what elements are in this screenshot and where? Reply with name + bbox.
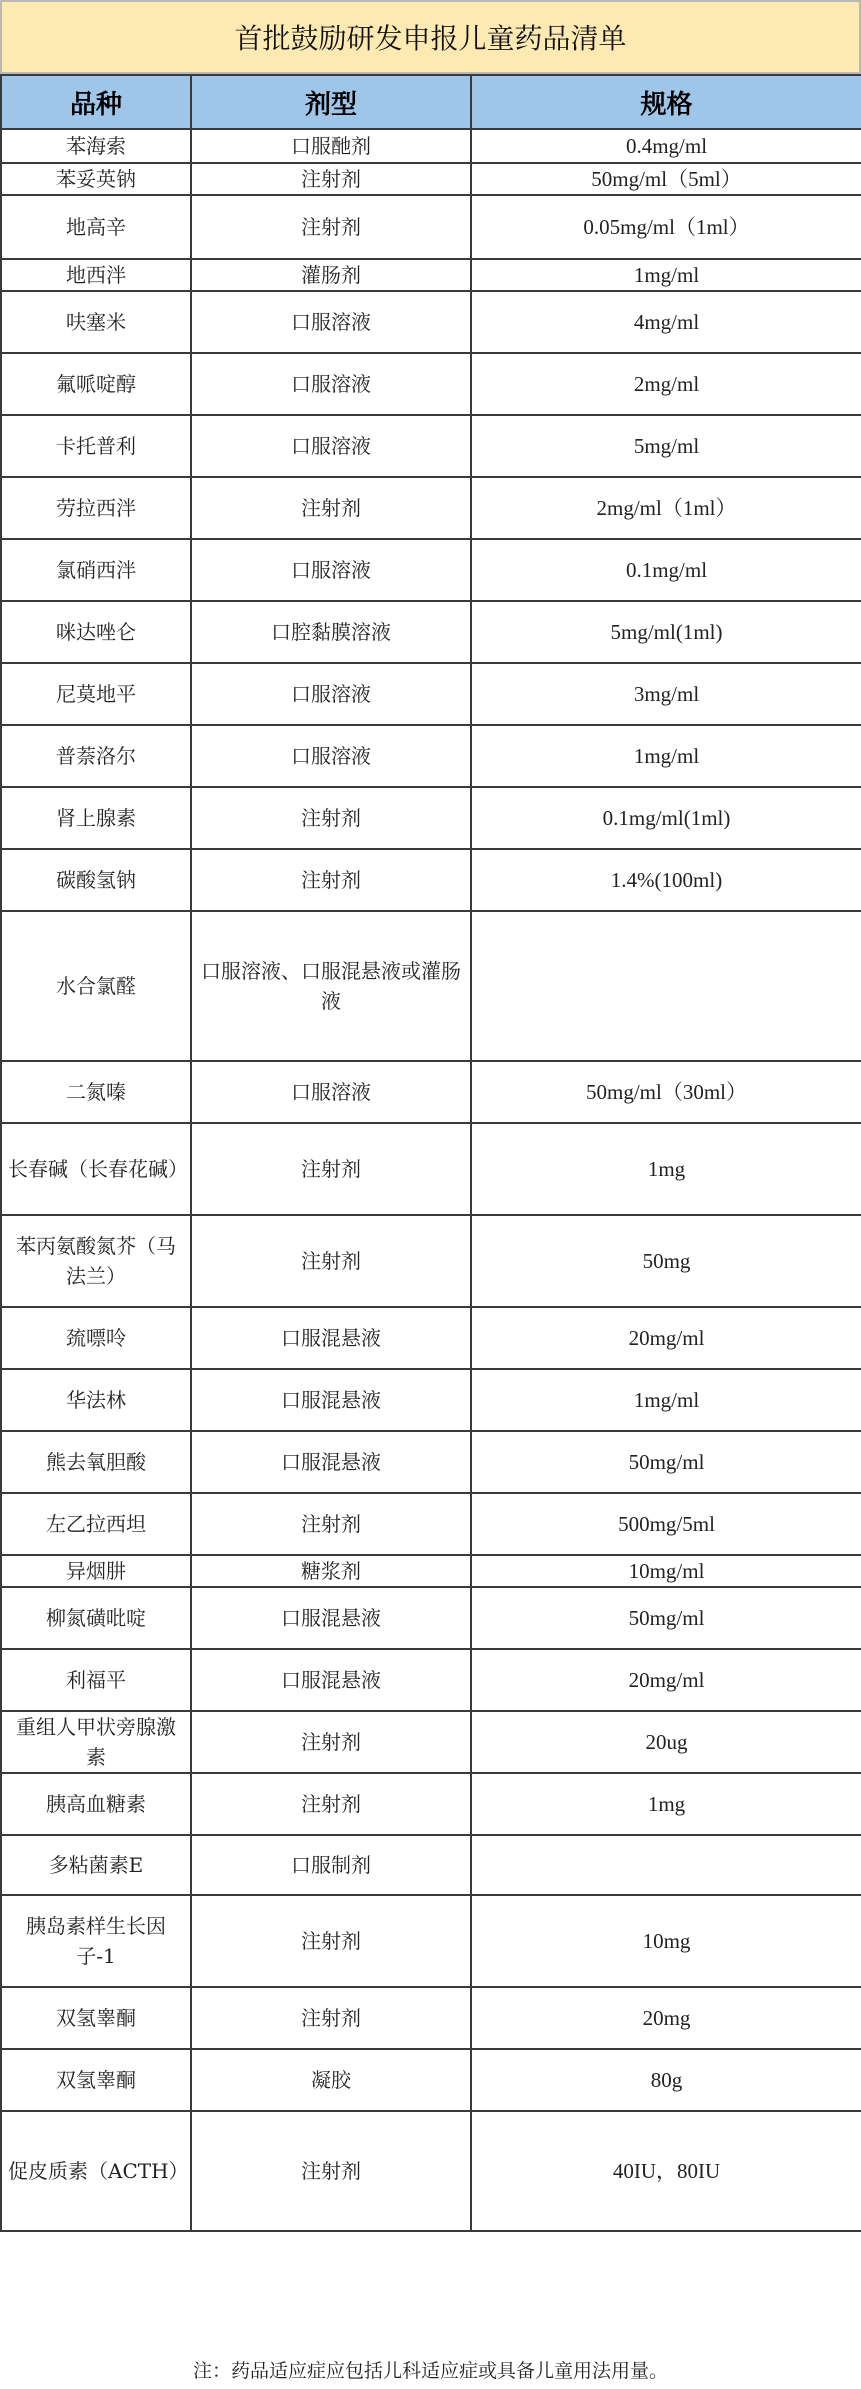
cell-dosage-form: 口腔黏膜溶液 [191,601,471,663]
cell-specification: 50mg/ml [471,1431,861,1493]
cell-specification: 2mg/ml（1ml） [471,477,861,539]
table-row [1,849,861,911]
cell-dosage-form: 口服混悬液 [191,1649,471,1711]
cell-variety: 促皮质素（ACTH） [1,2111,191,2231]
cell-specification: 5mg/ml(1ml) [471,601,861,663]
cell-specification: 50mg/ml [471,1587,861,1649]
cell-variety: 异烟肼 [1,1555,191,1587]
drug-list-table [0,74,861,2232]
cell-variety: 重组人甲状旁腺激素 [1,1711,191,1773]
table-row [1,163,861,195]
cell-variety: 巯嘌呤 [1,1307,191,1369]
cell-variety: 柳氮磺吡啶 [1,1587,191,1649]
table-row [1,415,861,477]
cell-variety: 尼莫地平 [1,663,191,725]
cell-dosage-form: 注射剂 [191,477,471,539]
cell-variety: 双氢睾酮 [1,2049,191,2111]
cell-variety: 苯妥英钠 [1,163,191,195]
cell-dosage-form: 注射剂 [191,1215,471,1307]
cell-specification: 1mg/ml [471,259,861,291]
cell-variety: 碳酸氢钠 [1,849,191,911]
header-row [1,75,861,129]
cell-variety: 多粘菌素E [1,1835,191,1895]
cell-variety: 长春碱（长春花碱） [1,1123,191,1215]
table-row [1,1987,861,2049]
cell-dosage-form: 口服混悬液 [191,1307,471,1369]
cell-dosage-form: 口服混悬液 [191,1587,471,1649]
cell-dosage-form: 注射剂 [191,1123,471,1215]
cell-variety: 咪达唑仑 [1,601,191,663]
cell-variety: 熊去氧胆酸 [1,1431,191,1493]
table-row [1,1215,861,1307]
cell-dosage-form: 灌肠剂 [191,259,471,291]
cell-dosage-form: 口服混悬液 [191,1369,471,1431]
table-row [1,601,861,663]
table-row [1,1773,861,1835]
table-row [1,1123,861,1215]
cell-dosage-form: 口服溶液 [191,539,471,601]
table-row [1,1493,861,1555]
table-row [1,259,861,291]
cell-variety: 劳拉西泮 [1,477,191,539]
cell-dosage-form: 口服溶液 [191,291,471,353]
cell-dosage-form: 凝胶 [191,2049,471,2111]
cell-specification: 0.4mg/ml [471,129,861,163]
cell-variety: 二氮嗪 [1,1061,191,1123]
cell-specification: 50mg/ml（5ml） [471,163,861,195]
cell-specification: 1mg [471,1773,861,1835]
cell-variety: 利福平 [1,1649,191,1711]
cell-specification: 500mg/5ml [471,1493,861,1555]
cell-specification: 1mg [471,1123,861,1215]
page-title: 首批鼓励研发申报儿童药品清单 [0,0,861,74]
table-row [1,725,861,787]
cell-variety: 普萘洛尔 [1,725,191,787]
cell-dosage-form: 注射剂 [191,1987,471,2049]
cell-specification: 50mg [471,1215,861,1307]
cell-dosage-form: 口服溶液、口服混悬液或灌肠液 [191,911,471,1061]
header-dosage-form: 剂型 [191,75,471,129]
cell-specification: 2mg/ml [471,353,861,415]
table-row [1,1061,861,1123]
table-row [1,1711,861,1773]
cell-specification: 0.1mg/ml(1ml) [471,787,861,849]
cell-dosage-form: 口服溶液 [191,415,471,477]
cell-variety: 肾上腺素 [1,787,191,849]
cell-variety: 氟哌啶醇 [1,353,191,415]
cell-specification: 10mg [471,1895,861,1987]
table-row [1,1369,861,1431]
cell-dosage-form: 注射剂 [191,163,471,195]
table-row [1,2111,861,2231]
table-row [1,1587,861,1649]
cell-specification: 5mg/ml [471,415,861,477]
cell-specification: 1.4%(100ml) [471,849,861,911]
cell-specification: 80g [471,2049,861,2111]
cell-variety: 左乙拉西坦 [1,1493,191,1555]
cell-specification: 20mg [471,1987,861,2049]
cell-specification: 0.1mg/ml [471,539,861,601]
table-row [1,539,861,601]
cell-variety: 双氢睾酮 [1,1987,191,2049]
table-row [1,787,861,849]
cell-specification: 50mg/ml（30ml） [471,1061,861,1123]
cell-dosage-form: 注射剂 [191,1773,471,1835]
cell-dosage-form: 注射剂 [191,1493,471,1555]
table-row [1,477,861,539]
cell-variety: 地高辛 [1,195,191,259]
header-specification: 规格 [471,75,861,129]
cell-variety: 苯丙氨酸氮芥（马法兰） [1,1215,191,1307]
cell-variety: 华法林 [1,1369,191,1431]
cell-dosage-form: 注射剂 [191,1711,471,1773]
cell-variety: 苯海索 [1,129,191,163]
cell-variety: 胰岛素样生长因子-1 [1,1895,191,1987]
cell-dosage-form: 注射剂 [191,1895,471,1987]
cell-variety: 地西泮 [1,259,191,291]
table-row [1,353,861,415]
table-row [1,1307,861,1369]
cell-dosage-form: 口服溶液 [191,1061,471,1123]
cell-specification: 20mg/ml [471,1307,861,1369]
cell-specification [471,1835,861,1895]
table-row [1,1555,861,1587]
table-row [1,1649,861,1711]
cell-variety: 呋塞米 [1,291,191,353]
table-row [1,291,861,353]
cell-dosage-form: 口服溶液 [191,353,471,415]
cell-dosage-form: 注射剂 [191,849,471,911]
cell-dosage-form: 糖浆剂 [191,1555,471,1587]
cell-specification: 4mg/ml [471,291,861,353]
table-row [1,663,861,725]
cell-variety: 胰高血糖素 [1,1773,191,1835]
table-row [1,129,861,163]
cell-variety: 水合氯醛 [1,911,191,1061]
cell-variety: 卡托普利 [1,415,191,477]
cell-specification: 40IU，80IU [471,2111,861,2231]
cell-dosage-form: 口服制剂 [191,1835,471,1895]
cell-specification [471,911,861,1061]
table-row [1,911,861,1061]
table-row [1,1895,861,1987]
table-row [1,1835,861,1895]
cell-specification: 3mg/ml [471,663,861,725]
cell-specification: 20ug [471,1711,861,1773]
table-row [1,195,861,259]
footnote: 注：药品适应症应包括儿科适应症或具备儿童用法用量。 [192,2360,668,2382]
cell-specification: 10mg/ml [471,1555,861,1587]
cell-dosage-form: 注射剂 [191,195,471,259]
cell-dosage-form: 口服酏剂 [191,129,471,163]
cell-dosage-form: 注射剂 [191,787,471,849]
cell-variety: 氯硝西泮 [1,539,191,601]
cell-dosage-form: 口服混悬液 [191,1431,471,1493]
cell-dosage-form: 注射剂 [191,2111,471,2231]
cell-dosage-form: 口服溶液 [191,663,471,725]
table-row [1,2049,861,2111]
cell-specification: 20mg/ml [471,1649,861,1711]
cell-specification: 0.05mg/ml（1ml） [471,195,861,259]
cell-specification: 1mg/ml [471,1369,861,1431]
cell-specification: 1mg/ml [471,725,861,787]
table-row [1,1431,861,1493]
cell-dosage-form: 口服溶液 [191,725,471,787]
header-variety: 品种 [1,75,191,129]
